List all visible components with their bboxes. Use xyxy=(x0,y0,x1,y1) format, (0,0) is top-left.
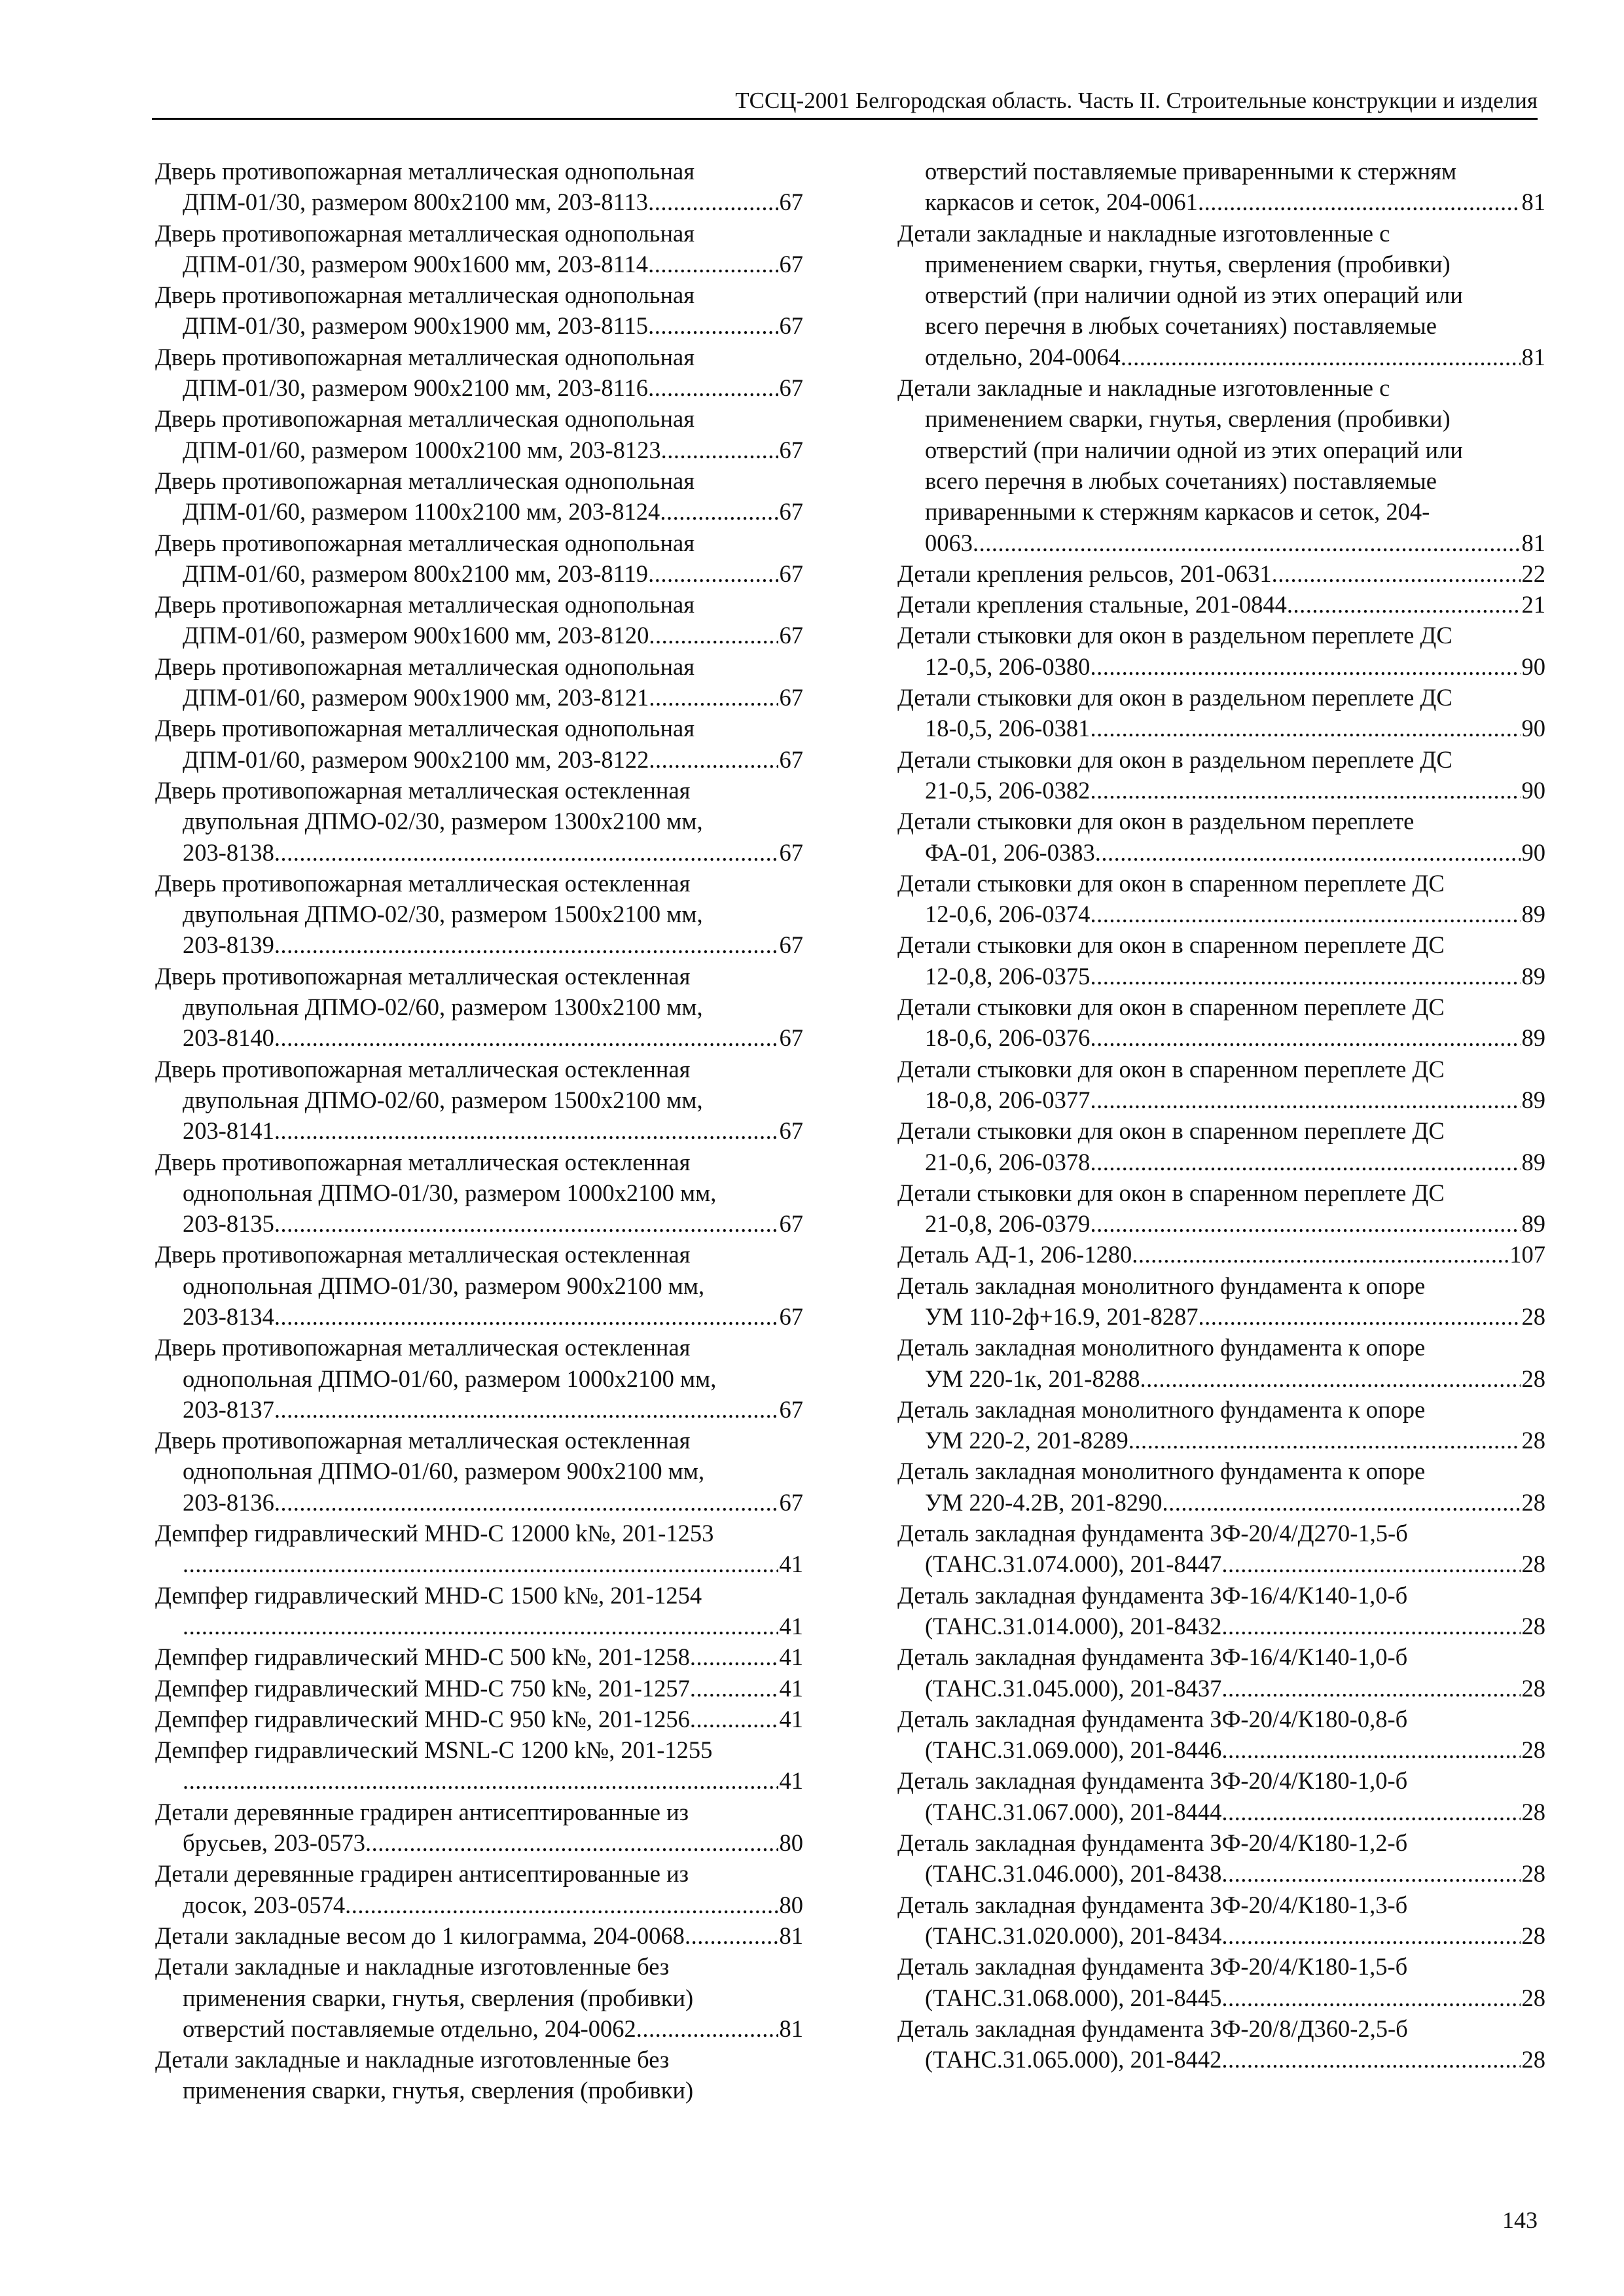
entry-page-number: 67 xyxy=(779,1024,803,1052)
index-column-right xyxy=(897,156,1545,2075)
document-title: ТССЦ-2001 Белгородская область. Часть II. Строительные конструкции и изделия xyxy=(735,88,1538,113)
index-entry xyxy=(897,1765,1545,1827)
entry-text: ДПМ-01/60, размером 800х2100 мм, 203-8119 xyxy=(183,560,649,587)
entry-page-number: 81 xyxy=(779,1922,803,1949)
entry-page-number: 89 xyxy=(1521,962,1545,990)
index-entry xyxy=(897,1518,1545,1580)
entry-text: 203-8134 xyxy=(183,1302,274,1330)
dot-leader xyxy=(636,2013,778,2044)
index-entry xyxy=(155,465,803,528)
entry-page-number: 81 xyxy=(1521,343,1545,370)
index-entry xyxy=(897,1890,1545,1952)
entry-text: Демпфер гидравлический MHD-C 950 k№, 201-1256 xyxy=(155,1705,690,1732)
dot-leader xyxy=(274,1487,778,1518)
dot-leader xyxy=(1221,1673,1520,1704)
entry-page-number: 28 xyxy=(1521,2046,1545,2073)
entry-text: применения сварки, гнутья, сверления (пробивки) xyxy=(183,1984,694,2011)
index-entry xyxy=(897,156,1545,218)
entry-page-number: 28 xyxy=(1521,1551,1545,1578)
index-entry xyxy=(897,744,1545,806)
entry-page-number: 67 xyxy=(779,931,803,959)
index-entry xyxy=(155,1147,803,1240)
dot-leader xyxy=(648,187,778,217)
dot-leader xyxy=(1128,1425,1521,1456)
entry-text: (ТАНС.31.068.000), 201-8445 xyxy=(925,1984,1222,2011)
entry-page-number: 67 xyxy=(779,498,803,526)
dot-leader xyxy=(1090,651,1520,682)
index-entry xyxy=(155,589,803,651)
entry-text: Дверь противопожарная металлическая однопольная xyxy=(155,219,695,247)
entry-text: двупольная ДПМО-02/60, размером 1500х2100 мм, xyxy=(183,1086,703,1113)
index-entry xyxy=(155,1054,803,1147)
dot-leader xyxy=(1198,187,1521,217)
entry-text: 203-8137 xyxy=(183,1395,274,1423)
dot-leader xyxy=(1090,961,1520,992)
entry-text: Деталь закладная фундамента ЗФ-16/4/К140-1,0-б xyxy=(897,1581,1408,1609)
dot-leader xyxy=(1090,1022,1520,1053)
entry-text: Деталь АД-1, 206-1280 xyxy=(897,1241,1132,1268)
entry-text: отверстий поставляемые отдельно, 204-0062 xyxy=(183,2015,636,2042)
entry-text: ДПМ-01/60, размером 900х2100 мм, 203-8122 xyxy=(183,745,649,773)
entry-text: Детали деревянные градирен антисептированные из xyxy=(155,1798,689,1825)
index-entry xyxy=(897,868,1545,930)
entry-text: однопольная ДПМО-01/60, размером 900х2100 мм, xyxy=(183,1458,705,1485)
entry-text: Детали стыковки для окон в спаренном переплете ДС xyxy=(897,1179,1445,1206)
entry-text: Дверь противопожарная металлическая однопольная xyxy=(155,653,695,680)
index-entry xyxy=(897,1054,1545,1116)
index-entry xyxy=(155,1641,803,1672)
index-entry xyxy=(155,156,803,218)
entry-page-number: 41 xyxy=(779,1612,803,1640)
entry-page-number: 89 xyxy=(1521,1148,1545,1175)
dot-leader xyxy=(649,682,778,713)
entry-text: Деталь закладная монолитного фундамента к опоре xyxy=(897,1272,1426,1299)
entry-text: однопольная ДПМО-01/30, размером 1000х2100 мм, xyxy=(183,1179,717,1206)
dot-leader xyxy=(1199,1301,1521,1332)
entry-page-number: 67 xyxy=(779,250,803,278)
entry-page-number: 67 xyxy=(779,1302,803,1330)
entry-text: Детали закладные весом до 1 килограмма, 204-0068 xyxy=(155,1922,685,1949)
index-entry xyxy=(155,1920,803,1951)
entry-text: применения сварки, гнутья, сверления (пробивки) xyxy=(183,2077,694,2104)
index-entry xyxy=(897,992,1545,1054)
dot-leader xyxy=(1221,1797,1520,1827)
entry-text: (ТАНС.31.065.000), 201-8442 xyxy=(925,2046,1222,2073)
index-entry xyxy=(897,1239,1545,1270)
dot-leader xyxy=(274,1208,778,1239)
entry-text: досок, 203-0574 xyxy=(183,1891,346,1918)
entry-text: Демпфер гидравлический MHD-C 750 k№, 201-1257 xyxy=(155,1674,690,1702)
dot-leader xyxy=(1090,775,1520,806)
entry-page-number: 67 xyxy=(779,436,803,463)
entry-text: 18-0,6, 206-0376 xyxy=(925,1024,1091,1052)
entry-text: 0063 xyxy=(925,529,973,556)
dot-leader xyxy=(648,372,778,403)
entry-text: отверстий (при наличии одной из этих операций или xyxy=(925,436,1463,463)
index-entry xyxy=(155,403,803,465)
dot-leader xyxy=(648,310,778,341)
entry-text: Дверь противопожарная металлическая остекленная xyxy=(155,1148,691,1175)
entry-page-number: 28 xyxy=(1521,1365,1545,1392)
entry-text: Деталь закладная фундамента ЗФ-20/4/К180-1,2-б xyxy=(897,1829,1408,1857)
dot-leader xyxy=(690,1673,778,1704)
dot-leader xyxy=(1287,589,1521,620)
entry-page-number: 67 xyxy=(779,745,803,773)
entry-text: Детали стыковки для окон в раздельном переплете ДС xyxy=(897,684,1453,711)
dot-leader xyxy=(183,1765,778,1796)
dot-leader xyxy=(274,1022,778,1053)
entry-page-number: 107 xyxy=(1509,1241,1545,1268)
entry-text: Дверь противопожарная металлическая остекленная xyxy=(155,1427,691,1454)
entry-text: Деталь закладная фундамента ЗФ-20/4/Д270-1,5-б xyxy=(897,1520,1408,1547)
index-entry xyxy=(897,620,1545,682)
index-entry xyxy=(897,1704,1545,1766)
index-entry xyxy=(897,1641,1545,1704)
entry-text: Демпфер гидравлический MHD-C 500 k№, 201-1258 xyxy=(155,1643,690,1671)
entry-page-number: 28 xyxy=(1521,1302,1545,1330)
entry-text: двупольная ДПМО-02/60, размером 1300х2100 мм, xyxy=(183,994,703,1021)
index-entry xyxy=(897,1580,1545,1642)
entry-text: Детали стыковки для окон в раздельном переплете ДС xyxy=(897,745,1453,773)
entry-page-number: 28 xyxy=(1521,1922,1545,1949)
dot-leader xyxy=(1095,837,1521,868)
entry-text: (ТАНС.31.045.000), 201-8437 xyxy=(925,1674,1222,1702)
entry-page-number: 67 xyxy=(779,1117,803,1145)
entry-text: Демпфер гидравлический MHD-C 12000 k№, 201-1253 xyxy=(155,1520,714,1547)
entry-text: (ТАНС.31.014.000), 201-8432 xyxy=(925,1612,1222,1640)
entry-page-number: 28 xyxy=(1521,1612,1545,1640)
entry-text: всего перечня в любых сочетаниях) поставляемые xyxy=(925,467,1437,494)
entry-page-number: 90 xyxy=(1521,776,1545,804)
entry-text: отдельно, 204-0064 xyxy=(925,343,1121,370)
entry-page-number: 28 xyxy=(1521,1488,1545,1516)
dot-leader xyxy=(648,558,778,589)
entry-text: ДПМ-01/30, размером 900х2100 мм, 203-8116 xyxy=(183,374,649,402)
dot-leader xyxy=(660,496,778,527)
dot-leader xyxy=(973,528,1521,558)
entry-text: 203-8136 xyxy=(183,1488,274,1516)
dot-leader xyxy=(1162,1487,1520,1518)
page-number: 143 xyxy=(1502,2207,1538,2233)
entry-text: 203-8140 xyxy=(183,1024,274,1052)
index-entry xyxy=(897,2013,1545,2075)
entry-text: Детали стыковки для окон в спаренном переплете ДС xyxy=(897,994,1445,1021)
entry-text: 12-0,6, 206-0374 xyxy=(925,901,1091,928)
entry-text: 12-0,5, 206-0380 xyxy=(925,653,1091,680)
entry-page-number: 67 xyxy=(779,622,803,649)
entry-page-number: 90 xyxy=(1521,653,1545,680)
entry-page-number: 41 xyxy=(779,1705,803,1732)
index-entry xyxy=(897,589,1545,620)
entry-page-number: 41 xyxy=(779,1643,803,1671)
index-entry xyxy=(897,1332,1545,1394)
index-entry xyxy=(155,1239,803,1332)
entry-page-number: 21 xyxy=(1521,591,1545,619)
entry-page-number: 41 xyxy=(779,1767,803,1795)
entry-text: Демпфер гидравлический MSNL-C 1200 k№, 201-1255 xyxy=(155,1736,713,1764)
entry-page-number: 81 xyxy=(779,2015,803,2042)
dot-leader xyxy=(1090,1208,1520,1239)
entry-page-number: 22 xyxy=(1521,560,1545,587)
dot-leader xyxy=(274,1394,778,1425)
entry-page-number: 67 xyxy=(779,312,803,340)
entry-text: Дверь противопожарная металлическая однопольная xyxy=(155,591,695,619)
entry-text: 21-0,5, 206-0382 xyxy=(925,776,1091,804)
entry-text: применением сварки, гнутья, сверления (пробивки) xyxy=(925,405,1451,433)
entry-text: Детали стыковки для окон в спаренном переплете ДС xyxy=(897,1055,1445,1083)
entry-text: Дверь противопожарная металлическая однопольная xyxy=(155,343,695,370)
entry-text: всего перечня в любых сочетаниях) поставляемые xyxy=(925,312,1437,340)
entry-page-number: 67 xyxy=(779,188,803,216)
entry-text: ДПМ-01/30, размером 900х1900 мм, 203-8115 xyxy=(183,312,649,340)
index-entry xyxy=(155,279,803,342)
index-entry xyxy=(155,1673,803,1704)
index-entry xyxy=(155,651,803,713)
entry-text: Деталь закладная фундамента ЗФ-16/4/К140-1,0-б xyxy=(897,1643,1408,1671)
entry-text: Деталь закладная фундамента ЗФ-20/4/К180-1,0-б xyxy=(897,1767,1408,1795)
entry-text: 203-8138 xyxy=(183,838,274,866)
entry-text: Детали закладные и накладные изготовленные с xyxy=(897,374,1390,402)
index-entry xyxy=(897,1456,1545,1518)
index-entry xyxy=(897,929,1545,992)
entry-page-number: 81 xyxy=(1521,188,1545,216)
entry-text: брусьев, 203-0573 xyxy=(183,1829,366,1857)
index-entry xyxy=(897,1115,1545,1177)
index-entry xyxy=(155,528,803,590)
entry-text: 21-0,8, 206-0379 xyxy=(925,1210,1091,1238)
entry-text: однопольная ДПМО-01/30, размером 900х2100 мм, xyxy=(183,1272,705,1299)
entry-page-number: 67 xyxy=(779,838,803,866)
entry-text: УМ 220-2, 201-8289 xyxy=(925,1427,1128,1454)
entry-page-number: 28 xyxy=(1521,1736,1545,1764)
entry-text: ДПМ-01/30, размером 800х2100 мм, 203-8113 xyxy=(183,188,649,216)
entry-page-number: 41 xyxy=(779,1674,803,1702)
dot-leader xyxy=(649,744,778,775)
entry-text: Детали закладные и накладные изготовленные с xyxy=(897,219,1390,247)
entry-text: Дверь противопожарная металлическая остекленная xyxy=(155,1055,691,1083)
index-entry xyxy=(155,1518,803,1580)
index-entry xyxy=(155,868,803,961)
index-entry xyxy=(897,558,1545,589)
entry-page-number: 67 xyxy=(779,1395,803,1423)
dot-leader xyxy=(183,1611,778,1641)
dot-leader xyxy=(365,1827,778,1858)
entry-text: ДПМ-01/60, размером 900х1900 мм, 203-8121 xyxy=(183,684,649,711)
index-entry xyxy=(155,342,803,404)
entry-text: Деталь закладная монолитного фундамента к опоре xyxy=(897,1458,1426,1485)
dot-leader xyxy=(1140,1363,1520,1394)
entry-text: каркасов и сеток, 204-0061 xyxy=(925,188,1198,216)
dot-leader xyxy=(1090,713,1520,744)
entry-text: (ТАНС.31.074.000), 201-8447 xyxy=(925,1551,1222,1578)
entry-page-number: 28 xyxy=(1521,1860,1545,1888)
page-header xyxy=(152,84,1538,120)
entry-text: ДПМ-01/60, размером 1000х2100 мм, 203-8123 xyxy=(183,436,661,463)
entry-text: Деталь закладная фундамента ЗФ-20/4/К180-1,5-б xyxy=(897,1953,1408,1981)
entry-text: отверстий поставляемые приваренными к стержням xyxy=(925,158,1457,185)
entry-page-number: 67 xyxy=(779,1488,803,1516)
entry-text: Дверь противопожарная металлическая однопольная xyxy=(155,158,695,185)
entry-page-number: 67 xyxy=(779,684,803,711)
entry-text: применением сварки, гнутья, сверления (пробивки) xyxy=(925,250,1451,278)
index-entry xyxy=(155,1425,803,1518)
entry-text: Демпфер гидравлический MHD-C 1500 k№, 201-1254 xyxy=(155,1581,702,1609)
entry-text: УМ 110-2ф+16.9, 201-8287 xyxy=(925,1302,1199,1330)
index-entry xyxy=(897,1394,1545,1456)
entry-text: Дверь противопожарная металлическая однопольная xyxy=(155,467,695,494)
entry-text: ДПМ-01/60, размером 1100х2100 мм, 203-8124 xyxy=(183,498,660,526)
entry-text: Детали стыковки для окон в раздельном переплете xyxy=(897,808,1415,835)
entry-text: 12-0,8, 206-0375 xyxy=(925,962,1091,990)
entry-text: Дверь противопожарная металлическая однопольная xyxy=(155,715,695,742)
entry-text: Детали стыковки для окон в спаренном переплете ДС xyxy=(897,869,1445,897)
entry-page-number: 67 xyxy=(779,1210,803,1238)
entry-text: Дверь противопожарная металлическая остекленная xyxy=(155,1334,691,1361)
entry-page-number: 67 xyxy=(779,374,803,402)
entry-text: Детали закладные и накладные изготовленные без xyxy=(155,1953,670,1981)
index-entry xyxy=(155,1797,803,1859)
entry-text: ДПМ-01/30, размером 900х1600 мм, 203-8114 xyxy=(183,250,649,278)
entry-text: однопольная ДПМО-01/60, размером 1000х2100 мм, xyxy=(183,1365,717,1392)
entry-page-number: 89 xyxy=(1521,1024,1545,1052)
entry-text: Детали деревянные градирен антисептированные из xyxy=(155,1860,689,1888)
entry-text: Дверь противопожарная металлическая остекленная xyxy=(155,869,691,897)
dot-leader xyxy=(649,620,778,651)
entry-text: 18-0,8, 206-0377 xyxy=(925,1086,1091,1113)
index-entry xyxy=(155,775,803,868)
dot-leader xyxy=(274,929,778,960)
entry-page-number: 90 xyxy=(1521,838,1545,866)
entry-text: (ТАНС.31.046.000), 201-8438 xyxy=(925,1860,1222,1888)
index-entry xyxy=(155,1858,803,1920)
index-entry xyxy=(897,806,1545,868)
dot-leader xyxy=(1221,1982,1520,2013)
entry-text: двупольная ДПМО-02/30, размером 1300х2100 мм, xyxy=(183,808,703,835)
dot-leader xyxy=(1221,1920,1520,1951)
dot-leader xyxy=(1221,2044,1520,2075)
index-entry xyxy=(155,1951,803,2044)
entry-page-number: 28 xyxy=(1521,1984,1545,2011)
index-entry xyxy=(155,1580,803,1642)
entry-text: 203-8135 xyxy=(183,1210,274,1238)
dot-leader xyxy=(1090,1147,1520,1177)
index-column-left xyxy=(155,156,803,2106)
dot-leader xyxy=(648,249,778,279)
entry-text: двупольная ДПМО-02/30, размером 1500х2100 мм, xyxy=(183,901,703,928)
entry-text: Детали закладные и накладные изготовленные без xyxy=(155,2046,670,2073)
entry-page-number: 28 xyxy=(1521,1798,1545,1825)
entry-text: 203-8141 xyxy=(183,1117,274,1145)
entry-text: (ТАНС.31.069.000), 201-8446 xyxy=(925,1736,1222,1764)
index-entry xyxy=(155,2044,803,2106)
entry-text: ДПМ-01/60, размером 900х1600 мм, 203-8120 xyxy=(183,622,649,649)
entry-text: Дверь противопожарная металлическая остекленная xyxy=(155,1241,691,1268)
entry-text: Дверь противопожарная металлическая однопольная xyxy=(155,405,695,433)
index-entry xyxy=(897,1827,1545,1890)
entry-text: Детали крепления стальные, 201-0844 xyxy=(897,591,1287,619)
index-entry xyxy=(155,1734,803,1797)
index-entry xyxy=(155,1704,803,1734)
entry-text: УМ 220-1к, 201-8288 xyxy=(925,1365,1140,1392)
index-entry xyxy=(155,961,803,1054)
entry-page-number: 80 xyxy=(779,1891,803,1918)
dot-leader xyxy=(1132,1239,1508,1270)
entry-text: Дверь противопожарная металлическая однопольная xyxy=(155,529,695,556)
entry-page-number: 89 xyxy=(1521,1086,1545,1113)
entry-page-number: 80 xyxy=(779,1829,803,1857)
index-entry xyxy=(897,682,1545,744)
dot-leader xyxy=(1221,1858,1520,1889)
entry-text: приваренными к стержням каркасов и сеток, 204- xyxy=(925,498,1430,526)
entry-page-number: 28 xyxy=(1521,1427,1545,1454)
entry-page-number: 81 xyxy=(1521,529,1545,556)
index-entry xyxy=(897,372,1545,558)
dot-leader xyxy=(1090,899,1520,929)
entry-text: Детали стыковки для окон в раздельном переплете ДС xyxy=(897,622,1453,649)
entry-text: 18-0,5, 206-0381 xyxy=(925,715,1091,742)
dot-leader xyxy=(1221,1549,1520,1579)
entry-page-number: 89 xyxy=(1521,1210,1545,1238)
entry-text: (ТАНС.31.020.000), 201-8434 xyxy=(925,1922,1222,1949)
index-entry xyxy=(897,1951,1545,2013)
dot-leader xyxy=(274,1301,778,1332)
entry-text: отверстий (при наличии одной из этих операций или xyxy=(925,281,1463,309)
dot-leader xyxy=(1221,1611,1520,1641)
dot-leader xyxy=(274,1115,778,1146)
index-entry xyxy=(155,713,803,775)
entry-page-number: 28 xyxy=(1521,1674,1545,1702)
entry-text: Детали стыковки для окон в спаренном переплете ДС xyxy=(897,931,1445,959)
index-entry xyxy=(897,1270,1545,1333)
entry-text: Деталь закладная фундамента ЗФ-20/8/Д360-2,5-б xyxy=(897,2015,1408,2042)
index-entry xyxy=(897,218,1545,372)
index-entry xyxy=(897,1177,1545,1240)
index-entry xyxy=(155,1332,803,1425)
entry-text: Деталь закладная фундамента ЗФ-20/4/К180-0,8-б xyxy=(897,1705,1408,1732)
entry-text: 21-0,6, 206-0378 xyxy=(925,1148,1091,1175)
dot-leader xyxy=(661,435,778,465)
entry-text: Деталь закладная монолитного фундамента к опоре xyxy=(897,1395,1426,1423)
dot-leader xyxy=(183,1549,778,1579)
dot-leader xyxy=(1121,342,1521,372)
entry-text: Дверь противопожарная металлическая остекленная xyxy=(155,776,691,804)
entry-text: Деталь закладная фундамента ЗФ-20/4/К180-1,3-б xyxy=(897,1891,1408,1918)
index-entry xyxy=(155,218,803,280)
dot-leader xyxy=(345,1890,778,1920)
entry-text: Детали крепления рельсов, 201-0631 xyxy=(897,560,1272,587)
entry-text: УМ 220-4.2В, 201-8290 xyxy=(925,1488,1163,1516)
entry-text: Детали стыковки для окон в спаренном переплете ДС xyxy=(897,1117,1445,1145)
dot-leader xyxy=(274,837,778,868)
entry-text: Дверь противопожарная металлическая однопольная xyxy=(155,281,695,309)
entry-page-number: 89 xyxy=(1521,901,1545,928)
entry-text: 203-8139 xyxy=(183,931,274,959)
entry-text: Дверь противопожарная металлическая остекленная xyxy=(155,962,691,990)
dot-leader xyxy=(685,1920,778,1951)
entry-page-number: 41 xyxy=(779,1551,803,1578)
entry-text: Деталь закладная монолитного фундамента к опоре xyxy=(897,1334,1426,1361)
dot-leader xyxy=(1221,1734,1520,1765)
dot-leader xyxy=(690,1704,778,1734)
entry-text: ФА-01, 206-0383 xyxy=(925,838,1095,866)
dot-leader xyxy=(1090,1085,1520,1115)
dot-leader xyxy=(1272,558,1521,589)
dot-leader xyxy=(690,1641,778,1672)
entry-text: (ТАНС.31.067.000), 201-8444 xyxy=(925,1798,1222,1825)
entry-page-number: 67 xyxy=(779,560,803,587)
entry-page-number: 90 xyxy=(1521,715,1545,742)
